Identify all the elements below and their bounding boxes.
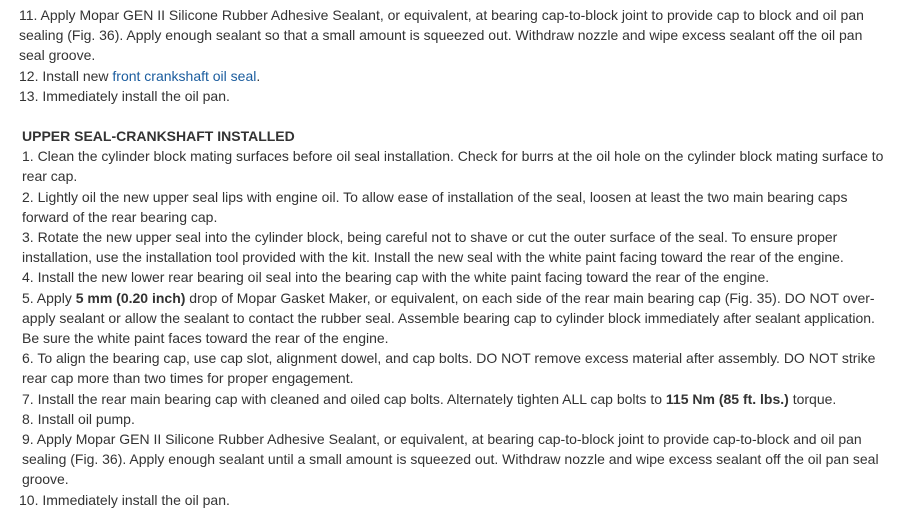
step-12-prefix: 12. Install new xyxy=(19,67,113,84)
section-gap xyxy=(19,106,888,126)
front-crankshaft-oil-seal-link[interactable]: front crankshaft oil seal xyxy=(112,67,257,84)
step-12 xyxy=(19,66,888,86)
step-1: 1. Clean the cylinder block mating surfaces before oil seal installation. Check for burrs at the oil hole on the cylinder block mating surface to rear cap. xyxy=(22,148,884,185)
step-3: 3. Rotate the new upper seal into the cylinder block, being careful not to shave or cut the outer surface of the seal. To ensure proper installation, use the installation tool provided with the kit. Install the new seal with the white paint facing toward the rear of the engine. xyxy=(22,229,844,266)
step-5-prefix: 5. Apply xyxy=(22,289,76,306)
step-8: 8. Install oil pump. xyxy=(22,410,135,427)
step-5 xyxy=(19,288,888,349)
step-7-suffix: torque. xyxy=(788,390,837,407)
step-7-prefix: 7. Install the rear main bearing cap with cleaned and oiled cap bolts. Alternately tighten ALL cap bolts to xyxy=(22,390,666,407)
step-5-suffix: drop of Mopar Gasket Maker, or equivalent, on each side of the rear main bearing cap (Fig. 35). DO NOT over-apply sealant or allow the sealant to contact the rubber seal. Assemble bearing cap to cylinder block immediately after sealant application. Be sure the white paint faces toward the rear of the engine. xyxy=(22,289,875,347)
step-6: 6. To align the bearing cap, use cap slot, alignment dowel, and cap bolts. DO NOT remove excess material after assembly. DO NOT strike rear cap more than two times for proper engagement. xyxy=(22,350,876,387)
step-10: 10. Immediately install the oil pan. xyxy=(19,491,230,508)
step-13: 13. Immediately install the oil pan. xyxy=(19,87,230,104)
step-7-torque: 115 Nm (85 ft. lbs.) xyxy=(665,390,789,407)
step-12-suffix: . xyxy=(256,67,261,84)
step-9: 9. Apply Mopar GEN II Silicone Rubber Adhesive Sealant, or equivalent, at bearing cap-to-block joint to provide cap-to-block and oil pan sealing (Fig. 36). Apply enough sealant until a small amount is squeezed out. Withdraw nozzle and wipe excess sealant off the oil pan seal groove. xyxy=(22,431,879,488)
step-5-measurement: 5 mm (0.20 inch) xyxy=(75,289,186,306)
step-2: 2. Lightly oil the new upper seal lips with engine oil. To allow ease of installation of the seal, loosen at least the two main bearing caps forward of the rear bearing cap. xyxy=(22,188,848,225)
step-4: 4. Install the new lower rear bearing oil seal into the bearing cap with the white paint facing toward the rear of the engine. xyxy=(22,269,770,286)
step-11: 11. Apply Mopar GEN II Silicone Rubber Adhesive Sealant, or equivalent, at bearing cap-to-block joint to provide cap to block and oil pan sealing (Fig. 36). Apply enough sealant so that a small amount is squeezed out. Withdraw nozzle and wipe excess sealant off the oil pan seal groove. xyxy=(19,7,864,64)
section-heading: UPPER SEAL-CRANKSHAFT INSTALLED xyxy=(22,128,295,145)
step-7 xyxy=(19,389,888,409)
